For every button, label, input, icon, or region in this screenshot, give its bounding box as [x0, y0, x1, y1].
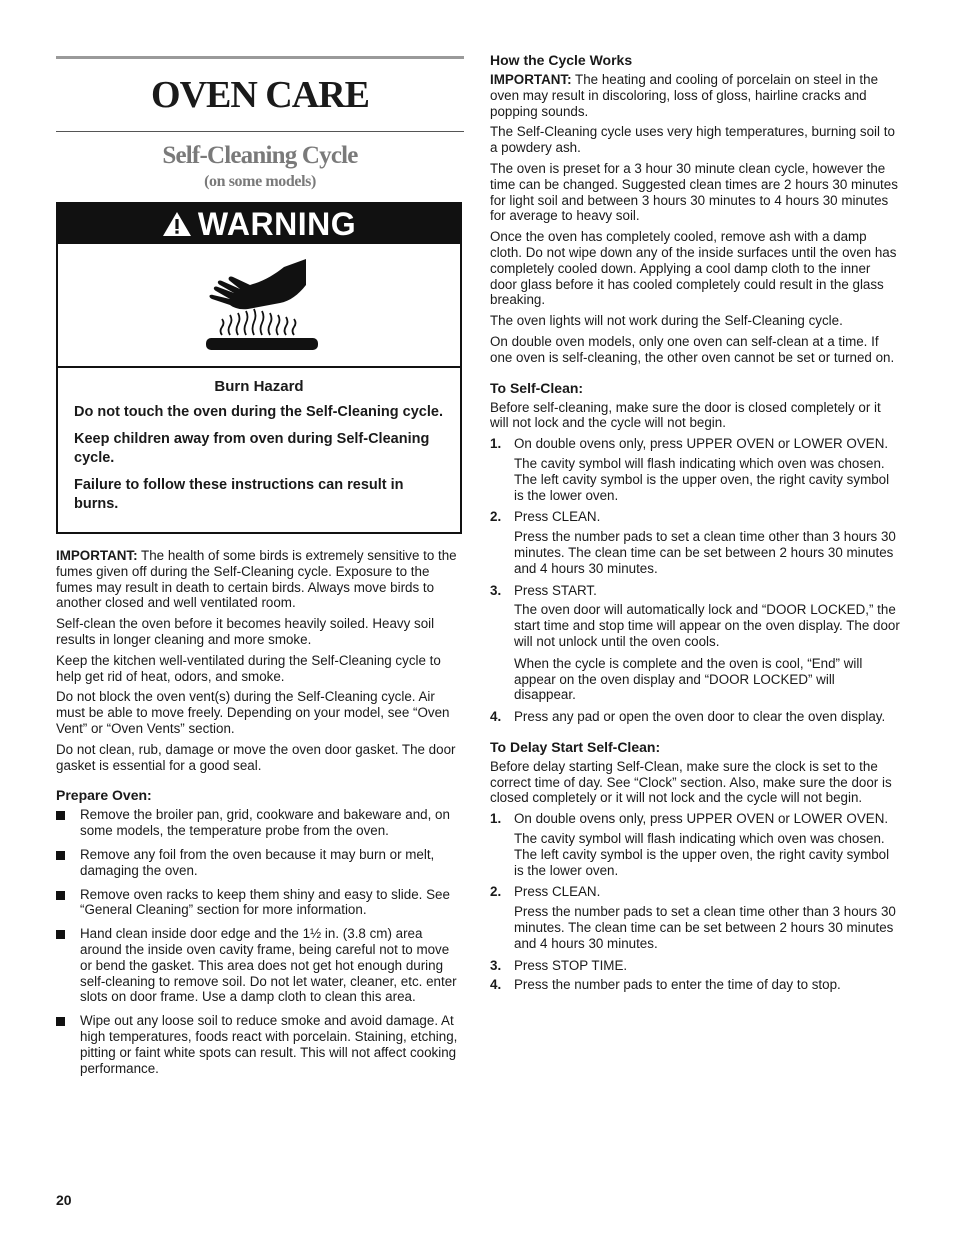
warning-text — [58, 368, 460, 532]
prepare-oven-heading: Prepare Oven: — [56, 787, 152, 804]
top-rule — [56, 56, 464, 59]
body-paragraph: Do not clean, rub, damage or move the oven door gasket. The door gasket is essential for a good seal. — [56, 741, 456, 773]
burn-hazard-title: Burn Hazard — [214, 378, 304, 395]
important-text: The heating and cooling of porcelain on steel in the oven may result in discoloring, loss of gloss, hairline cracks and popping sounds. — [490, 72, 879, 119]
delay-start-steps — [490, 811, 900, 993]
section-subnote: (on some models) — [204, 173, 316, 190]
step-number: 1. — [490, 811, 502, 827]
hand-over-heat-icon — [194, 255, 324, 355]
step-text: Press START. — [514, 582, 597, 598]
step-number: 1. — [490, 436, 502, 452]
step-detail: When the cycle is complete and the oven is cool, “End” will appear on the oven display and “DOOR LOCKED” will disappear. — [514, 655, 863, 703]
delay-start-intro: Before delay starting Self-Clean, make sure the clock is set to the correct time of day. See “Clock” section. Also, make sure the door is closed completely or it will not lock and the cycle will not begin. — [490, 758, 892, 806]
section-title: Self-Cleaning Cycle — [162, 142, 358, 169]
how-cycle-works-heading: How the Cycle Works — [490, 52, 633, 68]
list-item — [56, 1013, 464, 1076]
step-number: 4. — [490, 977, 502, 993]
step-number: 4. — [490, 709, 502, 725]
self-clean-steps — [490, 436, 900, 725]
body-paragraph: Self-clean the oven before it becomes heavily soiled. Heavy soil results in longer cleaning and more smoke. — [56, 616, 435, 647]
step-item — [490, 811, 900, 878]
delay-start-heading: To Delay Start Self-Clean: — [490, 738, 661, 755]
important-label: IMPORTANT: — [56, 548, 138, 563]
birds-important-note — [56, 548, 464, 611]
important-label: IMPORTANT: — [490, 72, 572, 87]
page-title: OVEN CARE — [151, 74, 369, 116]
warning-line: Failure to follow these instructions can result in burns. — [74, 477, 404, 512]
list-item-text: Remove the broiler pan, grid, cookware and bakeware and, on some models, the temperature probe from the oven. — [80, 807, 450, 839]
step-detail: The cavity symbol will flash indicating which oven was chosen. The left cavity symbol is the upper oven, the right cavity symbol is the lower oven. — [514, 831, 890, 878]
list-item — [56, 926, 464, 1005]
list-item — [56, 887, 464, 919]
how-important-note — [490, 72, 900, 119]
warning-line: Keep children away from oven during Self-Cleaning cycle. — [74, 431, 430, 466]
right-column — [490, 52, 900, 997]
step-item — [490, 884, 900, 951]
list-item-text: Remove any foil from the oven because it may burn or melt, damaging the oven. — [80, 846, 435, 878]
bullet-square-icon — [56, 891, 65, 900]
list-item — [56, 847, 464, 879]
body-paragraph: Do not block the oven vent(s) during the Self-Cleaning cycle. Air must be able to move freely. Depending on your model, see “Oven Vent” or “Oven Vents” section. — [56, 689, 450, 736]
warning-triangle-icon — [162, 210, 192, 238]
warning-header — [58, 204, 460, 244]
body-paragraph: The oven lights will not work during the Self-Cleaning cycle. — [490, 313, 843, 329]
body-paragraph: Once the oven has completely cooled, remove ash with a damp cloth. Do not wipe down any of the inside surfaces until the oven has completely cooled down. Applying a cool damp cloth to the inner door glass before it has cooled completely could result in the glass breaking. — [490, 229, 897, 308]
step-text: Press CLEAN. — [514, 884, 601, 900]
important-text: The health of some birds is extremely sensitive to the fumes given off during the Self-Cleaning cycle. Exposure to the fumes may result in death to certain birds. Always move birds to another closed and well ventilated room. — [56, 548, 457, 611]
list-item — [56, 807, 464, 839]
step-text: On double ovens only, press UPPER OVEN or LOWER OVEN. — [514, 436, 889, 452]
step-item — [490, 436, 900, 503]
burn-hazard-picture — [58, 244, 460, 368]
list-item-text: Wipe out any loose soil to reduce smoke and avoid damage. At high temperatures, foods react with porcelain. Staining, etching, pitting or faint white spots can result. This will not affect cooking performance. — [80, 1013, 458, 1076]
step-detail: The cavity symbol will flash indicating which oven was chosen. The left cavity symbol is the upper oven, the right cavity symbol is the lower oven. — [514, 455, 890, 503]
self-clean-heading: To Self-Clean: — [490, 379, 584, 396]
step-text: On double ovens only, press UPPER OVEN or LOWER OVEN. — [514, 811, 889, 827]
self-clean-intro: Before self-cleaning, make sure the door is closed completely or it will not lock and the cycle will not begin. — [490, 399, 881, 431]
warning-label: WARNING — [197, 205, 357, 242]
step-detail: Press the number pads to set a clean time other than 3 hours 30 minutes. The clean time can be set between 2 hours 30 minutes and 4 hours 30 minutes. — [514, 529, 896, 576]
step-text: Press any pad or open the oven door to clear the oven display. — [514, 709, 886, 725]
step-detail: Press the number pads to set a clean time other than 3 hours 30 minutes. The clean time can be set between 2 hours 30 minutes and 4 hours 30 minutes. — [514, 904, 896, 951]
warning-box — [56, 202, 462, 534]
body-paragraph: The Self-Cleaning cycle uses very high temperatures, burning soil to a powdery ash. — [490, 124, 895, 156]
body-paragraph: The oven is preset for a 3 hour 30 minute clean cycle, however the time can be changed. Suggested clean times are 2 hours 30 minutes for light soil and between 3 hours 30 minutes to 4 hours 30 minutes for average to heavy soil. — [490, 160, 898, 224]
body-paragraph: Keep the kitchen well-ventilated during the Self-Cleaning cycle to help get rid of heat, odors, and smoke. — [56, 652, 441, 684]
step-number: 3. — [490, 957, 502, 973]
step-detail: The oven door will automatically lock and “DOOR LOCKED,” the start time and stop time will appear on the oven display. The door will not unlock until the oven cools. — [514, 602, 900, 649]
step-item — [490, 583, 900, 704]
step-text: Press the number pads to enter the time of day to stop. — [514, 977, 841, 993]
list-item-text: Remove oven racks to keep them shiny and easy to slide. See “General Cleaning” section for more information. — [80, 886, 450, 918]
step-number: 2. — [490, 884, 502, 900]
step-text: Press STOP TIME. — [514, 957, 628, 973]
warning-line: Do not touch the oven during the Self-Cleaning cycle. — [74, 404, 443, 420]
step-item — [490, 509, 900, 576]
page-number: 20 — [56, 1192, 72, 1208]
left-column — [56, 56, 464, 1084]
step-item — [490, 958, 900, 974]
step-number: 2. — [490, 509, 502, 525]
list-item-text: Hand clean inside door edge and the 1½ in. (3.8 cm) area around the inside oven cavity frame, being careful not to move or bend the gasket. This area does not get hot enough during self-cleaning to remove soil. Do not let water, cleaner, etc. enter slots on door frame. Use a damp cloth to clean this area. — [80, 926, 457, 1005]
bullet-square-icon — [56, 851, 65, 860]
prepare-oven-list — [56, 807, 464, 1076]
step-number: 3. — [490, 582, 502, 598]
body-paragraph: On double oven models, only one oven can self-clean at a time. If one oven is self-cleaning, the other oven cannot be set or turned on. — [490, 333, 895, 365]
bullet-square-icon — [56, 930, 65, 939]
bullet-square-icon — [56, 811, 65, 820]
bullet-square-icon — [56, 1017, 65, 1026]
left-body — [56, 548, 464, 1076]
title-rule — [56, 131, 464, 132]
step-item — [490, 709, 900, 725]
step-item — [490, 977, 900, 993]
step-text: Press CLEAN. — [514, 509, 601, 525]
